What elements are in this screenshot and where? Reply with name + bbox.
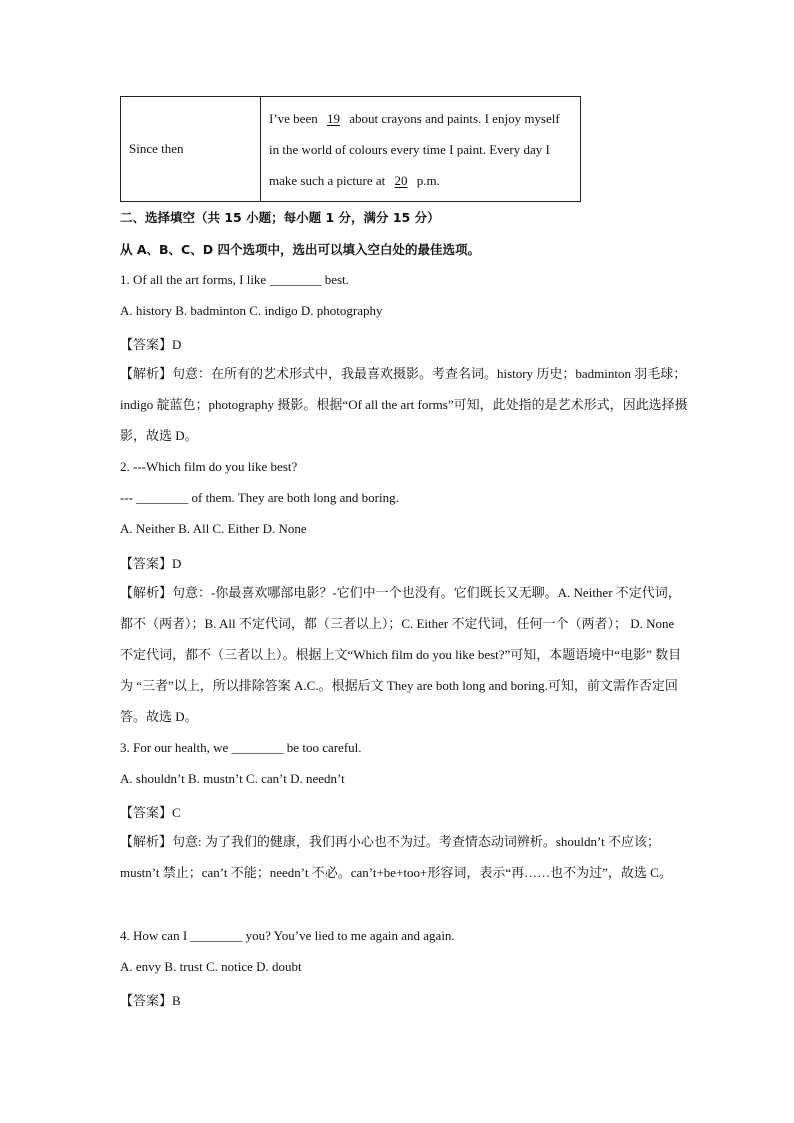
text-part-2: about crayons and paints. I enjoy myself in the world of colours every time I paint. Every day I make such a picture at — [269, 110, 560, 188]
q1-stem: 1. Of all the art forms, I like ________ best. — [120, 272, 349, 287]
passage-table — [120, 96, 581, 202]
table-row — [121, 97, 581, 202]
section-title: 二、选择填空（共 15 小题；每小题 1 分，满分 15 分） — [120, 210, 440, 225]
q1-analysis: 【解析】句意：在所有的艺术形式中，我最喜欢摄影。考查名词。history 历史；badminton 羽毛球；indigo 靛蓝色；photography 摄影。根据“Of all the art forms”可知，此处指的是艺术形式，因此选择摄影，故选 D。 — [120, 366, 688, 443]
instruction: 从 A、B、C、D 四个选项中，选出可以填入空白处的最佳选项。 — [120, 242, 480, 257]
q3-analysis: 【解析】句意: 为了我们的健康，我们再小心也不为过。考查情态动词辨析。shouldn’t 不应该；mustn’t 禁止；can’t 不能；needn’t 不必。can’t+be+too+形容词，表示“再……也不为过”，故选 C。 — [120, 834, 672, 880]
table — [120, 96, 581, 202]
q4-stem: 4. How can I ________ you? You’ve lied to me again and again. — [120, 928, 455, 943]
q1-options: A. history B. badminton C. indigo D. photography — [120, 303, 383, 318]
row-label: Since then — [121, 97, 261, 202]
q3-stem: 3. For our health, we ________ be too careful. — [120, 740, 362, 755]
q2-stem: 2. ---Which film do you like best? — [120, 459, 298, 474]
q1-answer: 【答案】D — [120, 337, 182, 352]
q3-answer: 【答案】C — [120, 805, 181, 820]
q4-options: A. envy B. trust C. notice D. doubt — [120, 959, 302, 974]
q4-answer: 【答案】B — [120, 993, 181, 1008]
q2-answer: 【答案】D — [120, 556, 182, 571]
row-text — [261, 97, 581, 202]
blank-19: 19 — [326, 110, 340, 126]
q2-analysis: 【解析】句意：-你最喜欢哪部电影？-它们中一个也没有。它们既长又无聊。A. Neither 不定代词，都不（两者）；B. All 不定代词，都（三者以上）；C. Either 不定代词，任何一个（两者）； D. None 不定代词，都不（三者以上）。根据上文“Which film do you like best?”可知，本题语境中“电影” 数目为 “三者”以上，所以排除答案 A.C.。根据后文 They are both long and boring.可知，前文需作否定回答。故选 D。 — [120, 585, 682, 724]
q2-options: A. Neither B. All C. Either D. None — [120, 521, 307, 536]
text-part-1: I’ve been — [269, 110, 321, 126]
q2-stem-2: --- ________ of them. They are both long and boring. — [120, 490, 399, 505]
q3-options: A. shouldn’t B. mustn’t C. can’t D. needn’t — [120, 771, 345, 786]
blank-20: 20 — [394, 172, 408, 188]
text-part-3: p.m. — [413, 172, 440, 188]
